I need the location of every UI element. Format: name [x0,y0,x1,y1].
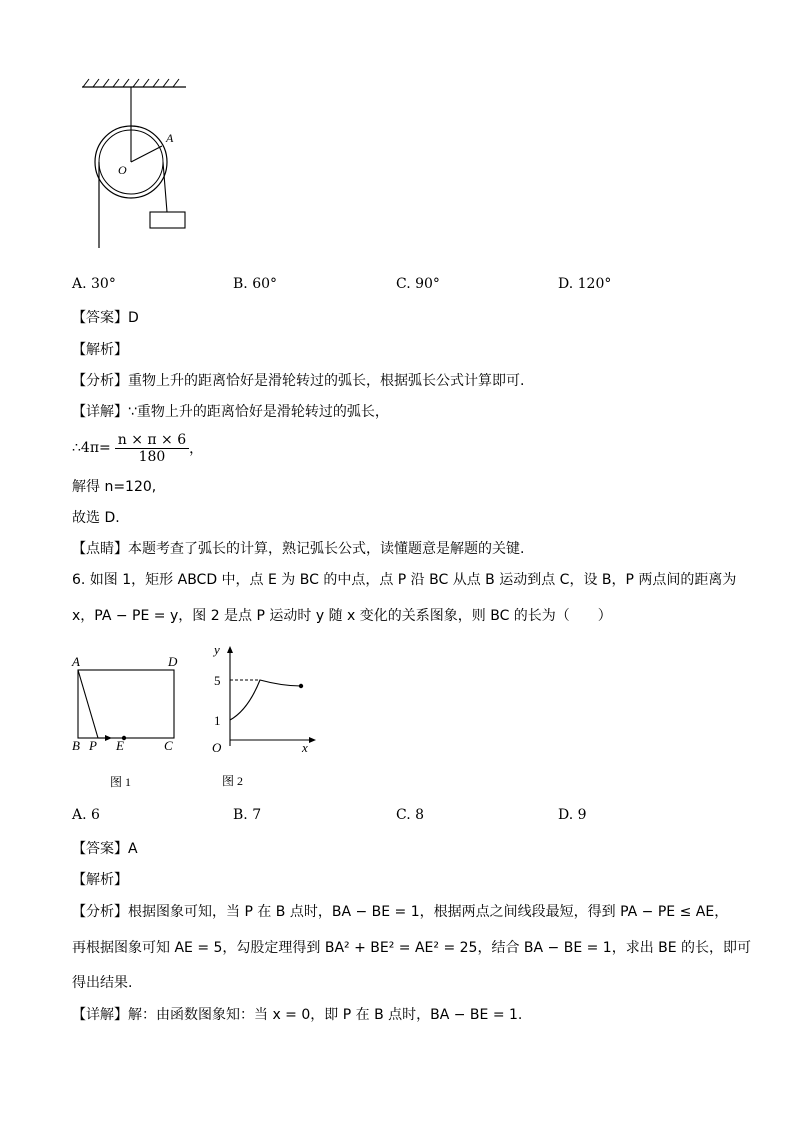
q6-fenxi-line2: 再根据图象可知 AE = 5，勾股定理得到 BA² + BE² = AE² = 25，结合 BA − BE = 1，求出 BE 的长，即可 [72,940,752,956]
fig2-caption: 图 2 [222,774,244,788]
fig1-label-a: A [72,654,80,669]
q5-equation [72,428,203,468]
fig2-label-x: x [302,740,308,755]
q5-option-d: D. 120° [558,276,612,292]
fig1-label-p: P [89,738,97,753]
q6-figure-1 [68,648,188,793]
fig2-tick-5: 5 [214,673,221,688]
q5-choose: 故选 D. [72,510,120,526]
q5-option-a: A. 30° [72,276,116,292]
q5-fenxi: 【分析】重物上升的距离恰好是滑轮转过的弧长，根据弧长公式计算即可. [72,373,525,389]
q6-stem-line2: x，PA − PE = y，图 2 是点 P 运动时 y 随 x 变化的关系图象，则 BC 的长为（ ） [72,608,612,624]
fig1-label-c: C [164,738,173,753]
q5-xiangjie: 【详解】∵重物上升的距离恰好是滑轮转过的弧长， [72,404,389,420]
q6-option-c: C. 8 [396,807,425,823]
q5-analysis-header: 【解析】 [72,342,128,358]
fig1-label-b: B [72,738,80,753]
q5-dianjing: 【点睛】本题考查了弧长的计算，熟记弧长公式，读懂题意是解题的关键. [72,541,525,557]
fig1-label-d: D [168,654,178,669]
q6-analysis-header: 【解析】 [72,872,128,888]
q5-eq-numerator: n × π × 6 [115,432,189,449]
fig2-tick-1: 1 [214,713,221,728]
fig2-label-origin: O [212,740,222,755]
pulley-figure [70,70,200,255]
q5-eq-suffix: ， [189,441,204,457]
pulley-label-o: O [118,163,127,177]
fig2-label-y: y [214,642,220,657]
fig1-label-e: E [116,738,124,753]
q5-solve: 解得 n=120, [72,479,157,495]
q5-answer: 【答案】D [72,310,139,326]
pulley-label-a: A [166,131,174,145]
q5-eq-prefix: ∴4π= [72,440,111,456]
fig1-caption: 图 1 [110,775,132,789]
q5-eq-denominator: 180 [138,448,166,465]
q6-stem-line1: 6. 如图 1，矩形 ABCD 中，点 E 为 BC 的中点，点 P 沿 BC 从点 B 运动到点 C，设 B，P 两点间的距离为 [72,572,737,588]
q6-option-d: D. 9 [558,807,587,823]
q6-answer: 【答案】A [72,841,138,857]
q6-option-a: A. 6 [72,807,100,823]
q6-fenxi-line3: 得出结果. [72,975,133,991]
q5-option-c: C. 90° [396,276,440,292]
q6-fenxi-line1: 【分析】根据图象可知，当 P 在 B 点时，BA − BE = 1，根据两点之间线段最短，得到 PA − PE ≤ AE， [72,904,729,920]
q6-xiangjie: 【详解】解：由函数图象知：当 x = 0，即 P 在 B 点时，BA − BE = 1. [72,1007,523,1023]
q5-option-b: B. 60° [233,276,278,292]
q6-figure-2 [200,638,325,793]
q5-eq-fraction [115,432,189,465]
q6-option-b: B. 7 [233,807,262,823]
